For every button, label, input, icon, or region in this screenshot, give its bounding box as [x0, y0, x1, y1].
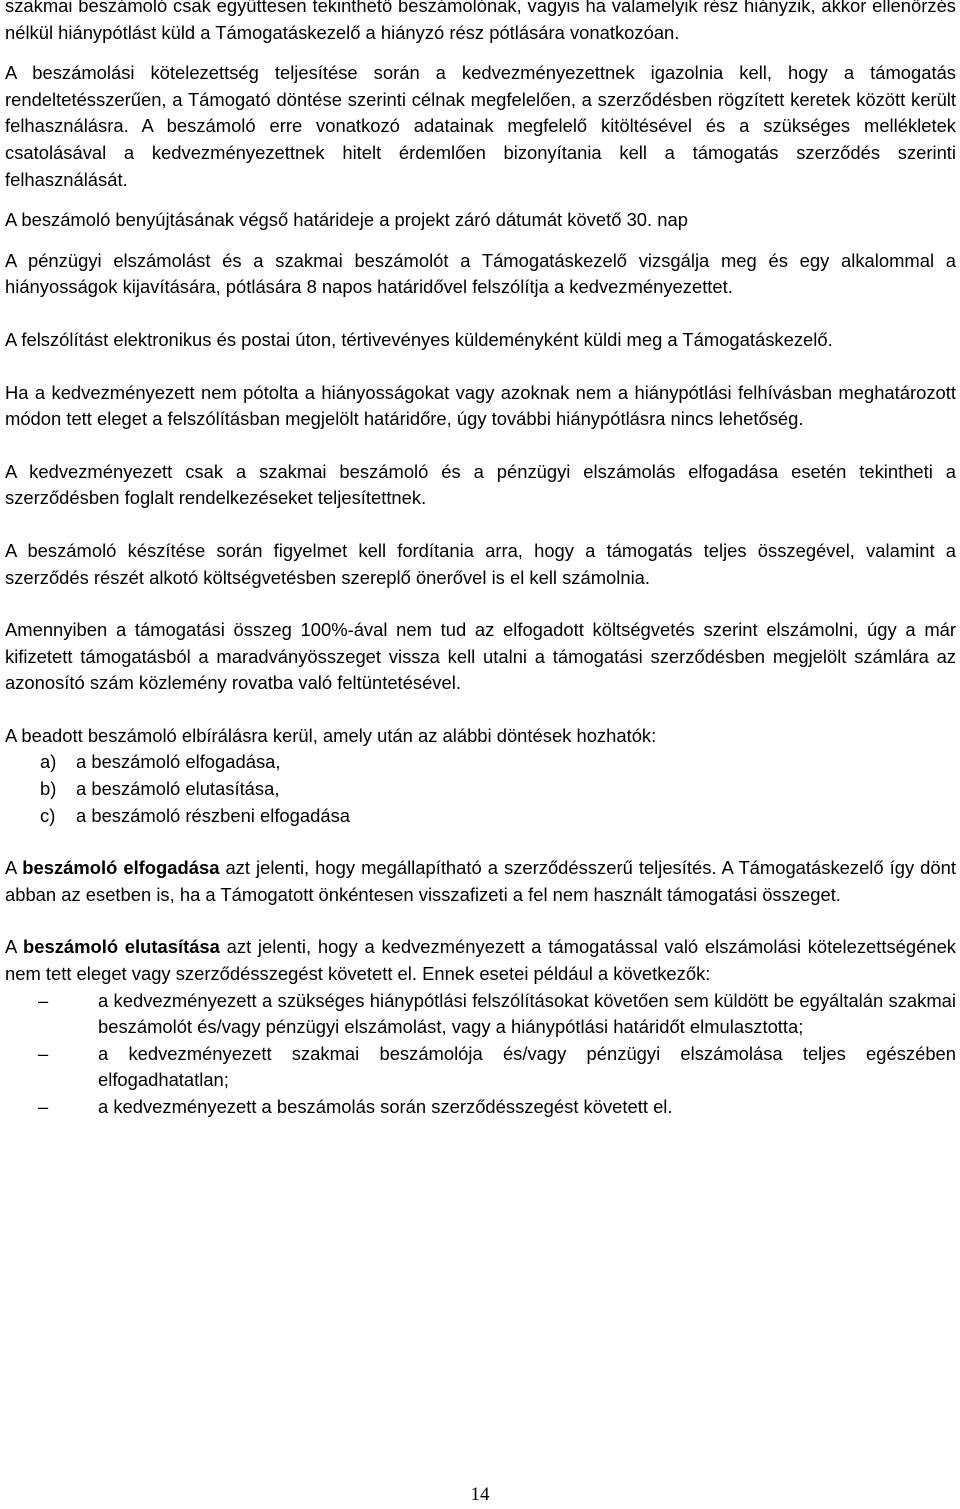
- list-item-label: a): [40, 751, 57, 773]
- list-item-text: a beszámoló elutasítása,: [76, 778, 280, 800]
- dash-bullet: –: [38, 1096, 49, 1117]
- paragraph-obligation: A beszámolási kötelezettség teljesítése során a kedvezményezettnek igazolnia kell, hogy a támogatás rendeltetésszerűen, a Támogató döntése szerinti célnak megfelelően, a szerződésben rögzített keretek között került felhasználásra. A beszámoló erre vonatkozó adatainak megfelelő kitöltésével és a szükséges mellékletek csatolásával a kedvezményezettnek hitelt érdemlően bizonyítania kell a támogatás szerződés szerinti felhasználását.: [5, 62, 956, 190]
- paragraph-notice: A felszólítást elektronikus és postai úton, tértivevényes küldeményként küldi meg a Támogatáskezelő.: [5, 328, 833, 350]
- list-item-text: a beszámoló elfogadása,: [76, 751, 281, 773]
- paragraph-full-amount: A beszámoló készítése során figyelmet kell fordítania arra, hogy a támogatás teljes összegével, valamint a szerződés részét alkotó költségvetésben szereplő önerővel is el kell számolnia.: [5, 539, 956, 588]
- text-run: A: [5, 936, 24, 958]
- paragraph-deadline: A beszámoló benyújtásának végső határideje a projekt záró dátumát követő 30. nap: [5, 209, 688, 231]
- paragraph-review: A pénzügyi elszámolást és a szakmai beszámolót a Támogatáskezelő vizsgálja meg és egy alkalommal a hiányosságok kijavítására, pótlására 8 napos határidővel felszólítja a kedvezményezettet.: [5, 249, 956, 298]
- document-page: [5, 0, 956, 1121]
- paragraph-fulfilment: A kedvezményezett csak a szakmai beszámoló és a pénzügyi elszámolás elfogadása esetén tekintheti a szerződésben foglalt rendelkezéseket teljesítettnek.: [5, 460, 956, 509]
- list-item-text: a beszámoló részbeni elfogadása: [76, 804, 350, 826]
- paragraph-decisions-intro: A beadott beszámoló elbírálásra kerül, amely után az alábbi döntések hozhatók:: [5, 724, 657, 746]
- list-item-label: c): [40, 804, 56, 826]
- bold-term: beszámoló elutasítása: [23, 936, 220, 958]
- paragraph-refund: Amennyiben a támogatási összeg 100%-ával nem tud az elfogadott költségvetés szerint elszámolni, úgy a már kifizetett támogatásból a maradványösszeget vissza kell utalni a támogatási szerződésben megjelölt számlára az azonosító szám közlemény rovatba való feltüntetésével.: [5, 619, 956, 694]
- list-item: [5, 749, 956, 776]
- text-run: A: [5, 857, 23, 879]
- list-item-text: a kedvezményezett a beszámolás során szerződésszegést követett el.: [98, 1096, 673, 1117]
- bold-term: beszámoló elfogadása: [22, 857, 220, 879]
- list-item: [5, 988, 956, 1041]
- paragraph-rejection: [5, 934, 956, 987]
- dash-bullet: –: [38, 1042, 49, 1064]
- text-run: azt jelenti, hogy megállapítható a szerződésszerű teljesítés. A Támogatáskezelő így dönt abban az esetben is, ha a Támogatott önkéntesen visszafizeti a fel nem használt támogatási összeget.: [5, 857, 956, 905]
- page-number: 14: [470, 1484, 490, 1505]
- paragraph-intro: szakmai beszámoló csak együttesen tekinthető beszámolónak, vagyis ha valamelyik rész hiányzik, akkor ellenőrzés nélkül hiánypótlást küld a Támogatáskezelő a hiányzó rész pótlására vonatkozóan.: [5, 0, 956, 43]
- list-item: [5, 1094, 956, 1121]
- text-run: azt jelenti, hogy a kedvezményezett a támogatással való elszámolási kötelezettségének nem tett eleget vagy szerződésszegést követett el. Ennek esetei például a következők:: [5, 936, 956, 985]
- list-item-text: a kedvezményezett szakmai beszámolója és/vagy pénzügyi elszámolása teljes egészében elfogadhatatlan;: [98, 1042, 956, 1091]
- rejection-case-list: [5, 988, 956, 1121]
- dash-bullet: –: [38, 989, 49, 1011]
- paragraph-acceptance: [5, 855, 956, 908]
- list-item-text: a kedvezményezett a szükséges hiánypótlási felszólításokat követően sem küldött be egyáltalán szakmai beszámolót és/vagy pénzügyi elszámolást, vagy a hiánypótlási határidőt elmulasztotta;: [98, 989, 956, 1038]
- decision-list: [5, 749, 956, 829]
- paragraph-no-further-fix: Ha a kedvezményezett nem pótolta a hiányosságokat vagy azoknak nem a hiánypótlási felhívásban meghatározott módon tett eleget a felszólításban megjelölt határidőre, úgy további hiánypótlásra nincs lehetőség.: [5, 381, 956, 430]
- list-item: [5, 776, 956, 803]
- list-item: [5, 1041, 956, 1094]
- list-item: [5, 803, 956, 830]
- list-item-label: b): [40, 778, 57, 800]
